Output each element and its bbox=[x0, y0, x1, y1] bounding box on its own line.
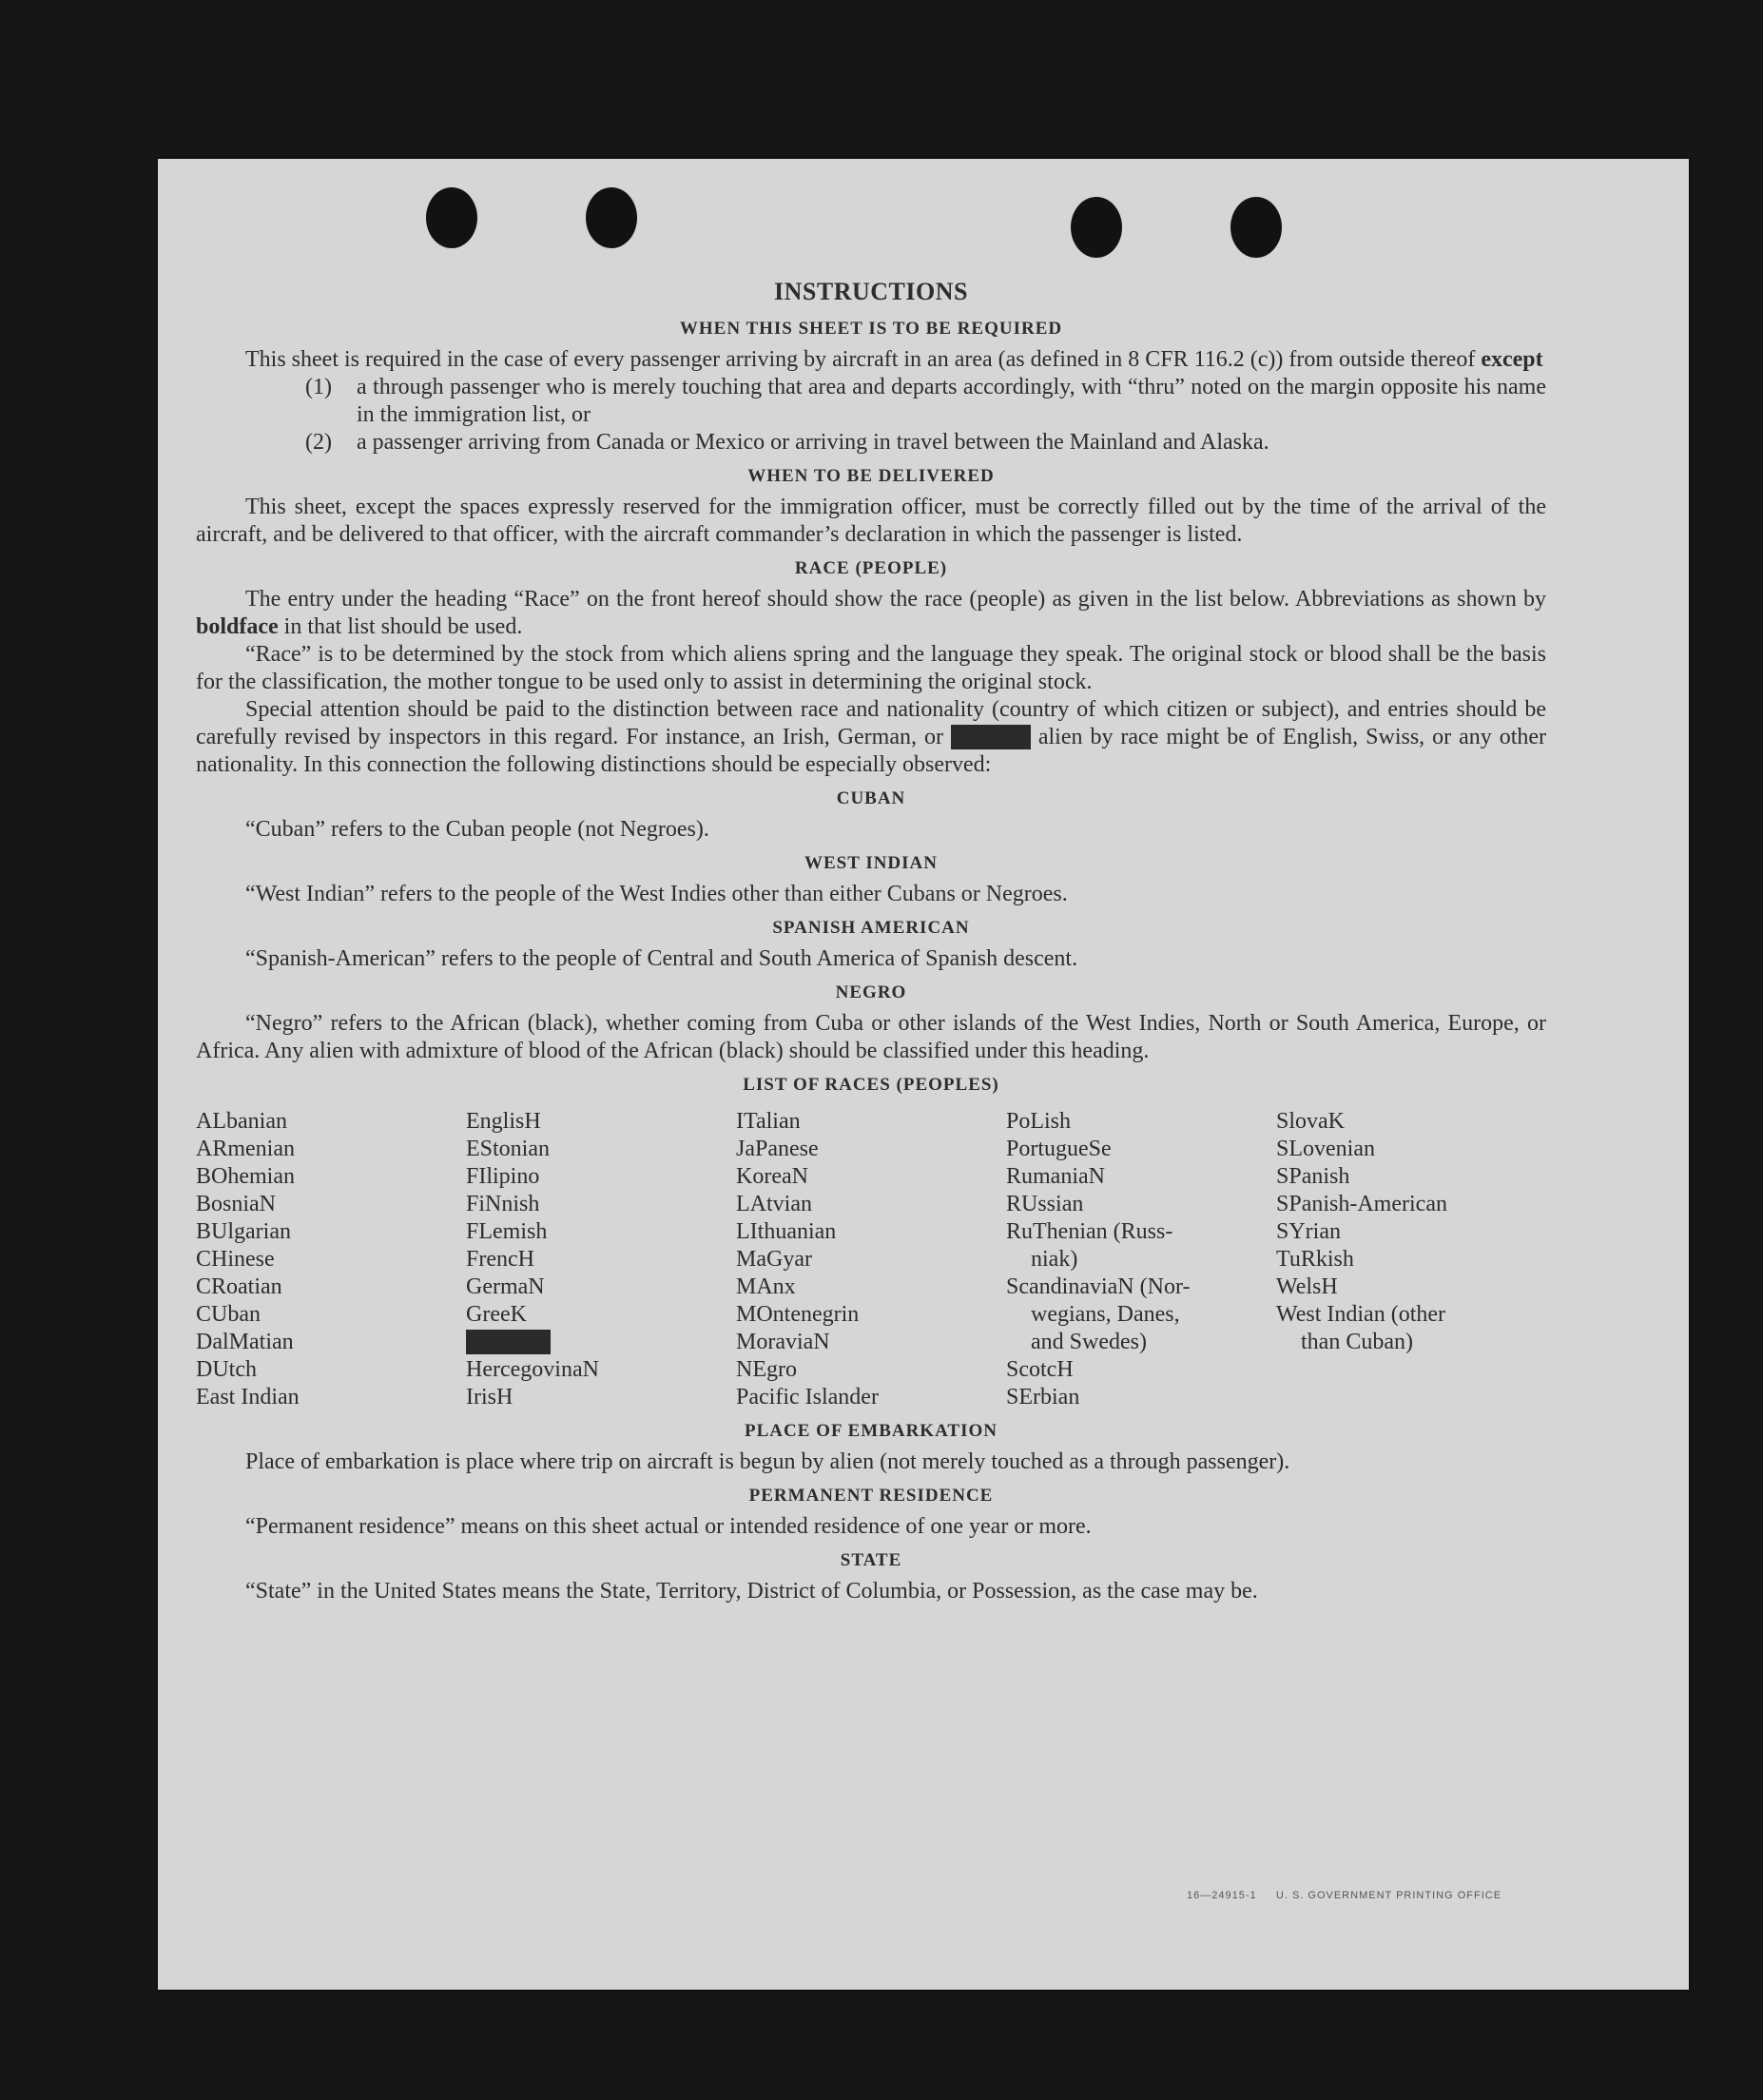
race-item: RumaniaN bbox=[1006, 1164, 1105, 1189]
race-item: PortugueSe bbox=[1006, 1137, 1112, 1161]
paragraph-residence: “Permanent residence” means on this sheet actual or intended residence of one year or more. bbox=[245, 1514, 1092, 1539]
punch-hole bbox=[1230, 197, 1282, 258]
list-item-1: (1) a through passenger who is merely touching that area and departs accordingly, with “thru” noted on the margin opposite his name in the immigration list, or bbox=[305, 375, 1546, 427]
paragraph-cuban: “Cuban” refers to the Cuban people (not Negroes). bbox=[245, 817, 709, 842]
race-item: MOntenegrin bbox=[736, 1302, 860, 1327]
race-item: MAnx bbox=[736, 1274, 796, 1299]
races-column-5 bbox=[1276, 1108, 1546, 1411]
heading-residence: PERMANENT RESIDENCE bbox=[748, 1486, 994, 1506]
race-item: ScotcH bbox=[1006, 1357, 1074, 1382]
race-item: RUssian bbox=[1006, 1192, 1084, 1216]
race-item: BOhemian bbox=[196, 1164, 295, 1189]
race-item: SPanish bbox=[1276, 1164, 1350, 1189]
paragraph-race-3: Special attention should be paid to the distinction between race and nationality (country of which citizen or subject), and entries should be carefully revised by inspectors in this regard. For instance, an Irish, German, or Hebrew alien by race might be of English, Swiss, or any other nationality. In this connection the following distinctions should be especially observed: bbox=[196, 697, 1547, 777]
race-item: KoreaN bbox=[736, 1164, 808, 1189]
race-item: RuThenian (Russ- bbox=[1006, 1219, 1173, 1244]
race-item: GermaN bbox=[466, 1274, 545, 1299]
heading-state: STATE bbox=[840, 1550, 902, 1570]
race-item: GreeK bbox=[466, 1302, 527, 1327]
punch-hole bbox=[586, 187, 637, 248]
race-item: NEgro bbox=[736, 1357, 797, 1382]
race-item: MaGyar bbox=[736, 1247, 812, 1272]
race-item: BUlgarian bbox=[196, 1219, 291, 1244]
race-item: LAtvian bbox=[736, 1192, 812, 1216]
race-item: SYrian bbox=[1276, 1219, 1341, 1244]
paragraph-negro: “Negro” refers to the African (black), whether coming from Cuba or other islands of the West Indies, North or South America, Europe, or Africa. Any alien with admixture of blood of the African (black) should be classified under this heading. bbox=[196, 1011, 1546, 1063]
race-item: FiNnish bbox=[466, 1192, 540, 1216]
race-item: LIthuanian bbox=[736, 1219, 837, 1244]
redacted-word: Hebrew bbox=[951, 725, 1031, 749]
heading-race: RACE (PEOPLE) bbox=[794, 558, 948, 578]
race-item-continued: wegians, Danes, bbox=[1031, 1302, 1180, 1327]
race-item: East Indian bbox=[196, 1385, 300, 1410]
races-column-2 bbox=[466, 1108, 736, 1411]
race-item: BosniaN bbox=[196, 1192, 276, 1216]
race-item: PoLish bbox=[1006, 1109, 1072, 1134]
heading-delivered: WHEN TO BE DELIVERED bbox=[747, 466, 995, 486]
race-item: SLovenian bbox=[1276, 1137, 1375, 1161]
race-item: CUban bbox=[196, 1302, 261, 1327]
printer-name: U. S. GOVERNMENT PRINTING OFFICE bbox=[1275, 1890, 1502, 1901]
races-column-4 bbox=[1006, 1108, 1276, 1411]
race-item: FLemish bbox=[466, 1219, 548, 1244]
heading-west-indian: WEST INDIAN bbox=[804, 853, 938, 873]
heading-list-of-races: LIST OF RACES (PEOPLES) bbox=[743, 1075, 999, 1095]
paragraph-delivered: This sheet, except the spaces expressly reserved for the immigration officer, must be correctly filled out by the time of the arrival of the aircraft, and be delivered to that officer, with the aircraft commander’s declaration in which the passenger is listed. bbox=[196, 495, 1546, 547]
instructions-content bbox=[196, 278, 1546, 1605]
race-item: DalMatian bbox=[196, 1330, 294, 1354]
race-item: HercegovinaN bbox=[466, 1357, 599, 1382]
race-item: CRoatian bbox=[196, 1274, 282, 1299]
race-item: FIlipino bbox=[466, 1164, 540, 1189]
race-item: JaPanese bbox=[736, 1137, 819, 1161]
race-item: SErbian bbox=[1006, 1385, 1080, 1410]
race-item-continued: than Cuban) bbox=[1301, 1330, 1413, 1354]
races-column-1 bbox=[196, 1108, 466, 1411]
heading-cuban: CUBAN bbox=[836, 788, 906, 808]
race-item-redacted: HebreW bbox=[466, 1329, 736, 1356]
race-item: WelsH bbox=[1276, 1274, 1338, 1299]
race-item: IrisH bbox=[466, 1385, 513, 1410]
race-item: TuRkish bbox=[1276, 1247, 1354, 1272]
race-item: ARmenian bbox=[196, 1137, 295, 1161]
race-item: DUtch bbox=[196, 1357, 257, 1382]
heading-spanish-american: SPANISH AMERICAN bbox=[772, 918, 970, 938]
form-number: 16—24915-1 bbox=[1187, 1890, 1257, 1901]
race-item: CHinese bbox=[196, 1247, 275, 1272]
race-item: EStonian bbox=[466, 1137, 550, 1161]
heading-negro: NEGRO bbox=[835, 982, 907, 1002]
race-item: ALbanian bbox=[196, 1109, 287, 1134]
race-item: FrencH bbox=[466, 1247, 534, 1272]
race-item-continued: niak) bbox=[1031, 1247, 1078, 1272]
document-page bbox=[158, 159, 1689, 1990]
paragraph-race-1: The entry under the heading “Race” on the front hereof should show the race (people) as given in the list below. Abbreviations as shown by boldface in that list should be used. bbox=[196, 587, 1546, 639]
page-title: INSTRUCTIONS bbox=[774, 278, 968, 305]
paragraph-west-indian: “West Indian” refers to the people of the West Indies other than either Cubans or Negroes. bbox=[245, 882, 1068, 906]
paragraph-required: This sheet is required in the case of every passenger arriving by aircraft in an area (as defined in 8 CFR 116.2 (c)) from outside thereof except bbox=[245, 347, 1543, 372]
list-item-2: (2) a passenger arriving from Canada or Mexico or arriving in travel between the Mainland and Alaska. bbox=[305, 430, 1269, 455]
paragraph-spanish-american: “Spanish-American” refers to the people of Central and South America of Spanish descent. bbox=[245, 946, 1078, 971]
race-item: MoraviaN bbox=[736, 1330, 830, 1354]
paragraph-race-2: “Race” is to be determined by the stock from which aliens spring and the language they speak. The original stock or blood shall be the basis for the classification, the mother tongue to be used only to assist in determining the original stock. bbox=[196, 642, 1546, 694]
footer-printer-line bbox=[1187, 1890, 1501, 1901]
heading-embarkation: PLACE OF EMBARKATION bbox=[745, 1421, 998, 1441]
paragraph-embarkation: Place of embarkation is place where trip on aircraft is begun by alien (not merely touched as a through passenger). bbox=[245, 1449, 1290, 1474]
race-item: ITalian bbox=[736, 1109, 801, 1134]
heading-required: WHEN THIS SHEET IS TO BE REQUIRED bbox=[679, 319, 1063, 339]
race-item: ScandinaviaN (Nor- bbox=[1006, 1274, 1191, 1299]
race-item-continued: and Swedes) bbox=[1031, 1330, 1147, 1354]
punch-hole bbox=[426, 187, 477, 248]
race-item: SPanish-American bbox=[1276, 1192, 1447, 1216]
races-column-3 bbox=[736, 1108, 1006, 1411]
races-list bbox=[196, 1108, 1546, 1411]
punch-hole bbox=[1071, 197, 1122, 258]
race-item: SlovaK bbox=[1276, 1109, 1345, 1134]
paragraph-state: “State” in the United States means the State, Territory, District of Columbia, or Possession, as the case may be. bbox=[245, 1579, 1258, 1604]
race-item: EnglisH bbox=[466, 1109, 541, 1134]
race-item: Pacific Islander bbox=[736, 1385, 879, 1410]
race-item: West Indian (other bbox=[1276, 1302, 1446, 1327]
